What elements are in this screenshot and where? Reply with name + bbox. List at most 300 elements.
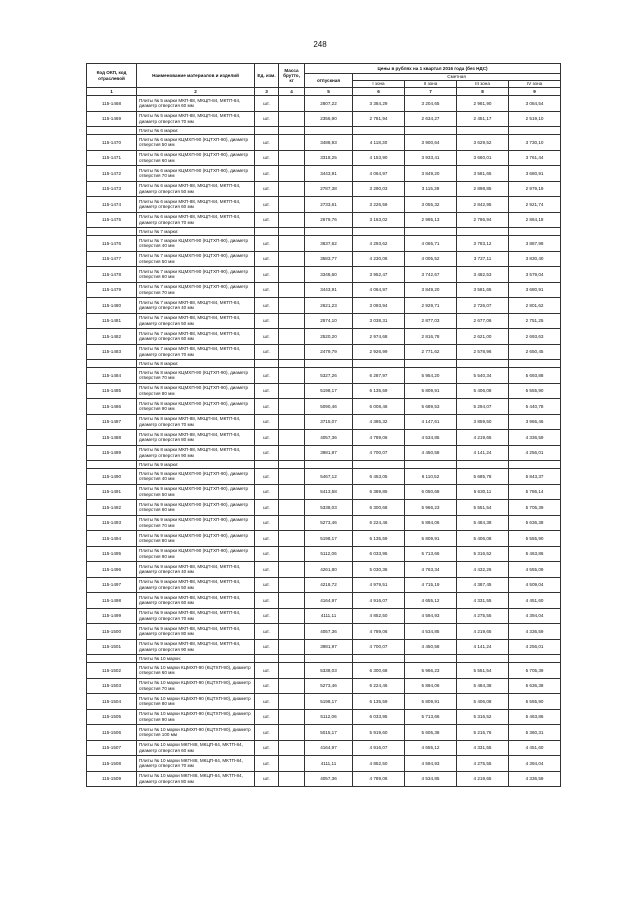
group-title: Плиты № 8 марки: (137, 360, 255, 368)
cell-unit: шт. (255, 96, 279, 112)
cell-price-zone-3: 2 786,94 (457, 212, 509, 228)
cell-name: Плиты № 7 марки КЦМХП-90 (КЦТХП-90), диаметр отверстия 60 мм (137, 267, 255, 283)
cell-price-zone-4: 5 705,39 (509, 500, 561, 516)
table-row (87, 212, 561, 228)
cell-price-release: 4057,36 (305, 771, 353, 787)
cell-unit: шт. (255, 694, 279, 710)
cell-price-zone-1: 6 033,95 (353, 709, 405, 725)
cell-code: 115-1506 (87, 725, 137, 741)
cell-price-zone-4: 3 579,04 (509, 267, 561, 283)
cell-empty (279, 655, 305, 663)
cell-mass (279, 740, 305, 756)
cell-price-zone-3: 4 275,55 (457, 608, 509, 624)
cell-empty (405, 461, 457, 469)
cell-unit: шт. (255, 608, 279, 624)
cell-code (87, 461, 137, 469)
cell-unit: шт. (255, 725, 279, 741)
cell-price-zone-4: 4 256,01 (509, 445, 561, 461)
table-row (87, 593, 561, 609)
cell-name: Плиты № 10 марки КЦМХП-90 (КЦТХП-90), диаметр отверстия 60 мм (137, 663, 255, 679)
cell-code: 115-1493 (87, 515, 137, 531)
cell-mass (279, 197, 305, 213)
cell-code: 115-1482 (87, 329, 137, 345)
cell-name: Плиты № 8 марки МКП-88, МКЦП-84, МКТП-84, диаметр отверстия 70 мм (137, 414, 255, 430)
cell-name: Плиты № 9 марки МКП-88, МКЦП-84, МКТП-84, диаметр отверстия 40 мм (137, 562, 255, 578)
table-row (87, 639, 561, 655)
cell-unit: шт. (255, 515, 279, 531)
cell-price-release: 4261,80 (305, 562, 353, 578)
cell-unit: шт. (255, 399, 279, 415)
cell-price-zone-4: 5 693,88 (509, 368, 561, 384)
cell-empty (457, 655, 509, 663)
table-body (87, 64, 561, 787)
cell-price-zone-1: 4 916,07 (353, 593, 405, 609)
cell-code: 115-1472 (87, 166, 137, 182)
column-index: 8 (457, 88, 509, 96)
cell-empty (255, 461, 279, 469)
cell-price-zone-1: 4 230,06 (353, 251, 405, 267)
cell-unit: шт. (255, 445, 279, 461)
cell-price-zone-1: 3 384,29 (353, 96, 405, 112)
cell-name: Плиты № 7 марки КЦМХП-90 (КЦТХП-90), диаметр отверстия 40 мм (137, 236, 255, 252)
cell-mass (279, 267, 305, 283)
cell-code: 115-1476 (87, 236, 137, 252)
cell-price-release: 4218,72 (305, 577, 353, 593)
cell-unit: шт. (255, 282, 279, 298)
cell-price-zone-4: 5 555,90 (509, 694, 561, 710)
cell-mass (279, 166, 305, 182)
cell-mass (279, 383, 305, 399)
cell-price-release: 2621,23 (305, 298, 353, 314)
cell-code: 115-1496 (87, 562, 137, 578)
cell-code: 115-1469 (87, 111, 137, 127)
table-row (87, 678, 561, 694)
cell-price-zone-1: 6 224,46 (353, 678, 405, 694)
table-row (87, 251, 561, 267)
cell-code: 115-1507 (87, 740, 137, 756)
cell-mass (279, 694, 305, 710)
cell-unit: шт. (255, 756, 279, 772)
cell-name: Плиты № 9 марки МКП-88, МКЦП-84, МКТП-84, диаметр отверстия 70 мм (137, 608, 255, 624)
table-row (87, 709, 561, 725)
cell-code: 115-1471 (87, 150, 137, 166)
cell-code: 115-1480 (87, 298, 137, 314)
cell-code: 115-1505 (87, 709, 137, 725)
table-row (87, 111, 561, 127)
cell-price-zone-4: 4 509,04 (509, 577, 561, 593)
cell-price-zone-4: 4 555,09 (509, 562, 561, 578)
cell-mass (279, 593, 305, 609)
cell-price-zone-1: 2 781,94 (353, 111, 405, 127)
cell-mass (279, 469, 305, 485)
cell-mass (279, 368, 305, 384)
cell-price-zone-4: 3 887,98 (509, 236, 561, 252)
cell-unit: шт. (255, 771, 279, 787)
cell-price-zone-1: 6 300,68 (353, 663, 405, 679)
cell-name: Плиты № 9 марки МКП-88, МКЦП-84, МКТП-84, диаметр отверстия 60 мм (137, 593, 255, 609)
cell-price-zone-2: 3 204,65 (405, 96, 457, 112)
table-row (87, 313, 561, 329)
cell-unit: шт. (255, 678, 279, 694)
cell-price-zone-3: 5 316,52 (457, 546, 509, 562)
cell-mass (279, 577, 305, 593)
table-row (87, 135, 561, 151)
cell-name: Плиты № 10 марки КЦМХП-90 (КЦТХП-90), диаметр отверстия 100 мм (137, 725, 255, 741)
cell-code: 115-1477 (87, 251, 137, 267)
cell-mass (279, 709, 305, 725)
table-row (87, 608, 561, 624)
cell-code: 115-1490 (87, 469, 137, 485)
cell-price-release: 5198,17 (305, 531, 353, 547)
cell-name: Плиты № 10 марки КЦМХП-90 (КЦТХП-90), диаметр отверстия 80 мм (137, 694, 255, 710)
cell-price-release: 4057,36 (305, 430, 353, 446)
cell-price-zone-2: 4 534,85 (405, 624, 457, 640)
cell-code: 115-1485 (87, 383, 137, 399)
cell-price-zone-2: 4 594,93 (405, 756, 457, 772)
cell-price-release: 4164,97 (305, 740, 353, 756)
cell-price-zone-2: 3 849,20 (405, 282, 457, 298)
cell-price-zone-2: 5 954,20 (405, 368, 457, 384)
cell-name: Плиты № 8 марки МКП-88, МКЦП-84, МКТП-84, диаметр отверстия 80 мм (137, 430, 255, 446)
cell-price-zone-3: 3 660,01 (457, 150, 509, 166)
cell-price-zone-2: 5 809,91 (405, 694, 457, 710)
cell-code: 115-1474 (87, 197, 137, 213)
cell-price-zone-2: 4 065,71 (405, 236, 457, 252)
cell-price-zone-3: 5 294,07 (457, 399, 509, 415)
table-row (87, 562, 561, 578)
cell-code: 115-1494 (87, 531, 137, 547)
cell-price-zone-3: 3 482,53 (457, 267, 509, 283)
cell-price-zone-1: 4 293,62 (353, 236, 405, 252)
cell-mass (279, 298, 305, 314)
cell-unit: шт. (255, 135, 279, 151)
cell-price-zone-4: 5 463,86 (509, 709, 561, 725)
cell-price-zone-4: 5 440,78 (509, 399, 561, 415)
cell-unit: шт. (255, 368, 279, 384)
cell-empty (255, 228, 279, 236)
cell-price-zone-1: 6 135,59 (353, 531, 405, 547)
cell-price-zone-2: 5 809,91 (405, 531, 457, 547)
cell-price-zone-4: 5 636,38 (509, 515, 561, 531)
cell-price-zone-3: 4 275,55 (457, 756, 509, 772)
table-row (87, 267, 561, 283)
cell-price-zone-2: 2 634,27 (405, 111, 457, 127)
cell-code: 115-1487 (87, 414, 137, 430)
cell-unit: шт. (255, 577, 279, 593)
cell-mass (279, 313, 305, 329)
cell-price-zone-3: 3 581,65 (457, 166, 509, 182)
cell-empty (305, 127, 353, 135)
cell-price-zone-2: 6 110,52 (405, 469, 457, 485)
cell-code (87, 655, 137, 663)
cell-name: Плиты № 7 марки МКП-88, МКЦП-84, МКТП-84, диаметр отверстия 40 мм (137, 298, 255, 314)
cell-empty (279, 228, 305, 236)
cell-price-zone-4: 5 705,39 (509, 663, 561, 679)
cell-unit: шт. (255, 251, 279, 267)
column-index: 6 (353, 88, 405, 96)
cell-name: Плиты № 10 марки КЦМХП-90 (КЦТХП-90), диаметр отверстия 90 мм (137, 709, 255, 725)
table-row (87, 756, 561, 772)
cell-unit: шт. (255, 531, 279, 547)
cell-price-zone-1: 3 038,31 (353, 313, 405, 329)
header-zone-3: III зона (457, 81, 509, 88)
cell-empty (305, 461, 353, 469)
cell-name: Плиты № 9 марки МКП-88, МКЦП-84, МКТП-84, диаметр отверстия 80 мм (137, 624, 255, 640)
cell-price-zone-1: 4 789,06 (353, 430, 405, 446)
cell-code: 115-1489 (87, 445, 137, 461)
cell-price-zone-3: 4 219,65 (457, 771, 509, 787)
cell-price-zone-4: 4 336,59 (509, 771, 561, 787)
cell-price-release: 5273,46 (305, 678, 353, 694)
header-zone-4: IV зона (509, 81, 561, 88)
cell-price-zone-1: 6 008,46 (353, 399, 405, 415)
table-row (87, 663, 561, 679)
cell-empty (405, 127, 457, 135)
cell-unit: шт. (255, 313, 279, 329)
cell-price-zone-4: 3 761,44 (509, 150, 561, 166)
cell-empty (279, 360, 305, 368)
cell-unit: шт. (255, 181, 279, 197)
cell-code: 115-1473 (87, 181, 137, 197)
cell-price-zone-1: 5 919,60 (353, 725, 405, 741)
cell-price-release: 3488,93 (305, 135, 353, 151)
cell-price-zone-1: 4 700,07 (353, 445, 405, 461)
table-row (87, 531, 561, 547)
cell-unit: шт. (255, 484, 279, 500)
cell-name: Плиты № 9 марки КЦМХП-90 (КЦТХП-90), диаметр отверстия 60 мм (137, 500, 255, 516)
cell-price-zone-4: 5 636,38 (509, 678, 561, 694)
cell-unit: шт. (255, 329, 279, 345)
cell-price-release: 5338,03 (305, 500, 353, 516)
cell-price-zone-4: 2 751,25 (509, 313, 561, 329)
cell-price-zone-3: 5 215,76 (457, 725, 509, 741)
cell-price-zone-4: 4 336,59 (509, 430, 561, 446)
cell-price-zone-1: 4 064,97 (353, 282, 405, 298)
header-price-title: Цены в рублях на 1 квартал 2016 года (без НДС) (305, 64, 561, 74)
cell-price-zone-3: 3 629,52 (457, 135, 509, 151)
cell-name: Плиты № 7 марки МКП-88, МКЦП-84, МКТП-84, диаметр отверстия 60 мм (137, 329, 255, 345)
cell-code: 115-1503 (87, 678, 137, 694)
cell-price-zone-4: 3 730,10 (509, 135, 561, 151)
cell-price-zone-3: 5 551,54 (457, 663, 509, 679)
cell-empty (255, 655, 279, 663)
cell-price-release: 5327,26 (305, 368, 353, 384)
cell-price-zone-2: 5 689,53 (405, 399, 457, 415)
cell-price-zone-3: 4 219,65 (457, 624, 509, 640)
cell-price-zone-2: 5 809,91 (405, 383, 457, 399)
cell-price-zone-4: 2 650,45 (509, 344, 561, 360)
cell-price-zone-2: 4 450,58 (405, 445, 457, 461)
cell-price-zone-2: 4 450,58 (405, 639, 457, 655)
cell-unit: шт. (255, 500, 279, 516)
group-title: Плиты № 6 марки: (137, 127, 255, 135)
cell-price-zone-2: 5 605,38 (405, 725, 457, 741)
cell-empty (305, 228, 353, 236)
cell-price-zone-1: 3 290,03 (353, 181, 405, 197)
cell-mass (279, 135, 305, 151)
cell-unit: шт. (255, 546, 279, 562)
cell-mass (279, 608, 305, 624)
cell-code: 115-1486 (87, 399, 137, 415)
cell-price-zone-3: 3 783,12 (457, 236, 509, 252)
cell-unit: шт. (255, 414, 279, 430)
cell-price-release: 5467,12 (305, 469, 353, 485)
cell-price-release: 4111,11 (305, 756, 353, 772)
column-index-row (87, 88, 561, 96)
header-estimate: Сметная (353, 74, 561, 81)
cell-price-zone-4: 5 786,14 (509, 484, 561, 500)
cell-price-zone-1: 6 453,05 (353, 469, 405, 485)
cell-mass (279, 236, 305, 252)
cell-price-zone-3: 5 685,78 (457, 469, 509, 485)
table-row (87, 383, 561, 399)
column-index: 7 (405, 88, 457, 96)
cell-price-zone-3: 5 406,08 (457, 694, 509, 710)
cell-name: Плиты № 9 марки КЦМХП-90 (КЦТХП-90), диаметр отверстия 50 мм (137, 484, 255, 500)
cell-price-zone-3: 5 406,08 (457, 531, 509, 547)
cell-mass (279, 562, 305, 578)
cell-empty (509, 228, 561, 236)
cell-name: Плиты № 7 марки МКП-88, МКЦП-84, МКТП-84, диаметр отверстия 70 мм (137, 344, 255, 360)
cell-code (87, 127, 137, 135)
cell-unit: шт. (255, 624, 279, 640)
cell-name: Плиты № 9 марки КЦМХП-90 (КЦТХП-90), диаметр отверстия 40 мм (137, 469, 255, 485)
cell-code (87, 228, 137, 236)
cell-price-zone-3: 4 387,45 (457, 577, 509, 593)
cell-price-zone-2: 3 849,20 (405, 166, 457, 182)
cell-name: Плиты № 10 марки МКП-88, МКЦП-84, МКТП-84, диаметр отверстия 70 мм (137, 756, 255, 772)
cell-price-zone-1: 4 852,50 (353, 756, 405, 772)
cell-price-zone-3: 2 621,00 (457, 329, 509, 345)
cell-price-zone-1: 6 224,46 (353, 515, 405, 531)
column-index: 5 (305, 88, 353, 96)
group-row (87, 127, 561, 135)
cell-unit: шт. (255, 150, 279, 166)
cell-price-release: 2787,38 (305, 181, 353, 197)
cell-price-zone-1: 6 135,59 (353, 383, 405, 399)
cell-empty (279, 127, 305, 135)
cell-mass (279, 663, 305, 679)
cell-price-zone-1: 4 916,07 (353, 740, 405, 756)
cell-mass (279, 639, 305, 655)
cell-price-zone-1: 6 135,59 (353, 694, 405, 710)
cell-price-zone-3: 3 727,11 (457, 251, 509, 267)
table-row (87, 500, 561, 516)
cell-price-zone-2: 4 534,85 (405, 771, 457, 787)
group-title: Плиты № 10 марки: (137, 655, 255, 663)
cell-price-release: 2807,22 (305, 96, 353, 112)
cell-price-zone-2: 4 715,19 (405, 577, 457, 593)
cell-name: Плиты № 9 марки МКП-88, МКЦП-84, МКТП-84, диаметр отверстия 50 мм (137, 577, 255, 593)
cell-price-zone-3: 2 677,06 (457, 313, 509, 329)
cell-mass (279, 484, 305, 500)
cell-price-release: 3443,91 (305, 166, 353, 182)
cell-mass (279, 111, 305, 127)
cell-price-release: 2733,61 (305, 197, 353, 213)
cell-code: 115-1491 (87, 484, 137, 500)
cell-mass (279, 212, 305, 228)
cell-empty (457, 360, 509, 368)
cell-price-zone-2: 2 771,62 (405, 344, 457, 360)
cell-price-release: 5198,17 (305, 383, 353, 399)
cell-price-release: 5090,46 (305, 399, 353, 415)
cell-price-zone-3: 5 406,08 (457, 383, 509, 399)
cell-price-release: 5338,03 (305, 663, 353, 679)
cell-price-zone-2: 2 877,03 (405, 313, 457, 329)
cell-mass (279, 399, 305, 415)
cell-name: Плиты № 7 марки КЦМХП-90 (КЦТХП-90), диаметр отверстия 70 мм (137, 282, 255, 298)
cell-mass (279, 756, 305, 772)
cell-price-release: 4111,11 (305, 608, 353, 624)
cell-price-release: 2479,79 (305, 344, 353, 360)
cell-code: 115-1470 (87, 135, 137, 151)
cell-name: Плиты № 7 марки КЦМХП-90 (КЦТХП-90), диаметр отверстия 50 мм (137, 251, 255, 267)
table-row (87, 236, 561, 252)
table-row (87, 469, 561, 485)
cell-unit: шт. (255, 639, 279, 655)
header-zone-1: I зона (353, 81, 405, 88)
cell-price-release: 3348,60 (305, 267, 353, 283)
cell-price-zone-3: 5 540,34 (457, 368, 509, 384)
cell-price-zone-1: 4 153,90 (353, 150, 405, 166)
cell-price-zone-4: 2 519,10 (509, 111, 561, 127)
cell-empty (509, 655, 561, 663)
cell-empty (353, 655, 405, 663)
cell-code: 115-1478 (87, 267, 137, 283)
group-title: Плиты № 9 марки: (137, 461, 255, 469)
cell-price-zone-4: 5 555,90 (509, 383, 561, 399)
cell-price-zone-3: 5 551,54 (457, 500, 509, 516)
cell-mass (279, 546, 305, 562)
cell-empty (457, 461, 509, 469)
cell-name: Плиты № 10 марки МКП-88, МКЦП-84, МКТП-84, диаметр отверстия 80 мм (137, 771, 255, 787)
cell-price-zone-1: 4 979,51 (353, 577, 405, 593)
column-index: 2 (137, 88, 255, 96)
cell-price-zone-1: 4 700,07 (353, 639, 405, 655)
cell-price-zone-3: 5 484,38 (457, 515, 509, 531)
table-row (87, 368, 561, 384)
cell-price-zone-4: 2 979,19 (509, 181, 561, 197)
cell-code: 115-1488 (87, 430, 137, 446)
cell-name: Плиты № 7 марки МКП-88, МКЦП-84, МКТП-84, диаметр отверстия 50 мм (137, 313, 255, 329)
cell-mass (279, 329, 305, 345)
cell-price-zone-2: 2 995,13 (405, 212, 457, 228)
cell-code: 115-1500 (87, 624, 137, 640)
cell-code: 115-1498 (87, 593, 137, 609)
cell-price-release: 5112,06 (305, 546, 353, 562)
cell-price-zone-4: 4 256,01 (509, 639, 561, 655)
cell-empty (305, 360, 353, 368)
table-row (87, 282, 561, 298)
table-row (87, 546, 561, 562)
cell-price-zone-3: 5 316,52 (457, 709, 509, 725)
cell-name: Плиты № 5 марки МКП-88, МКЦП-84, МКТП-84, диаметр отверстия 70 мм (137, 111, 255, 127)
cell-code: 115-1483 (87, 344, 137, 360)
cell-price-zone-2: 3 742,67 (405, 267, 457, 283)
cell-name: Плиты № 5 марки МКП-88, МКЦП-84, МКТП-84, диаметр отверстия 60 мм (137, 96, 255, 112)
cell-unit: шт. (255, 197, 279, 213)
cell-price-zone-2: 5 713,66 (405, 546, 457, 562)
cell-price-zone-2: 4 655,12 (405, 740, 457, 756)
cell-price-zone-1: 6 300,68 (353, 500, 405, 516)
cell-mass (279, 414, 305, 430)
cell-price-zone-3: 3 581,65 (457, 282, 509, 298)
cell-empty (305, 655, 353, 663)
cell-price-release: 3981,97 (305, 445, 353, 461)
cell-price-zone-2: 6 050,68 (405, 484, 457, 500)
cell-code: 115-1504 (87, 694, 137, 710)
cell-empty (255, 360, 279, 368)
